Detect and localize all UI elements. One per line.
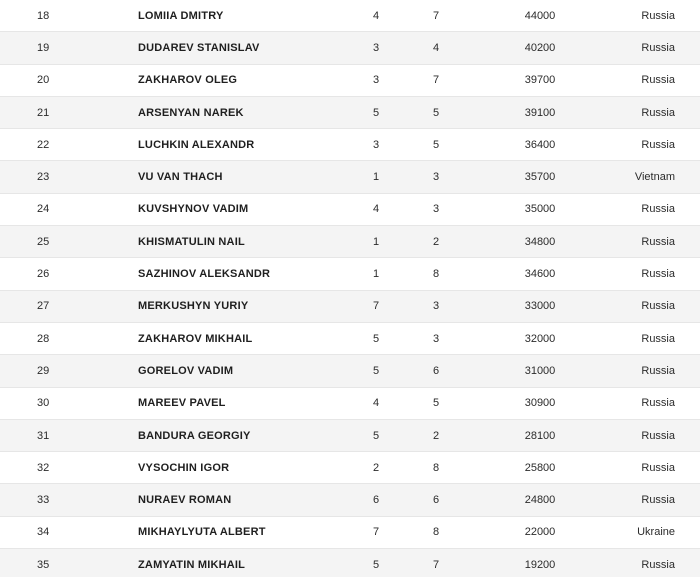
points-cell: 32000 (524, 332, 556, 345)
stat-a-cell: 5 (372, 558, 380, 571)
country-cell: Russia (641, 106, 675, 119)
points-cell: 25800 (524, 461, 556, 474)
table-row[interactable] (0, 65, 700, 97)
stat-a-cell: 5 (372, 429, 380, 442)
stat-b-cell: 2 (432, 235, 440, 248)
table-row[interactable] (0, 484, 700, 516)
player-name[interactable]: VYSOCHIN IGOR (138, 461, 230, 474)
stat-b-cell: 6 (432, 364, 440, 377)
stat-a-cell: 5 (372, 332, 380, 345)
rank-cell: 29 (37, 364, 50, 377)
stat-a-cell: 1 (372, 171, 380, 184)
stat-a-cell: 4 (372, 9, 380, 22)
table-row[interactable] (0, 549, 700, 577)
rank-cell: 24 (37, 203, 50, 216)
player-name[interactable]: MERKUSHYN YURIY (138, 300, 249, 313)
rank-cell: 26 (37, 268, 50, 281)
points-cell: 33000 (524, 300, 556, 313)
rank-cell: 20 (37, 74, 50, 87)
points-cell: 40200 (524, 41, 556, 54)
stat-a-cell: 2 (372, 461, 380, 474)
rank-cell: 34 (37, 526, 50, 539)
country-cell: Ukraine (637, 526, 675, 539)
stat-a-cell: 1 (372, 235, 380, 248)
country-cell: Russia (641, 397, 675, 410)
player-name[interactable]: ZAMYATIN MIKHAIL (138, 558, 246, 571)
table-row[interactable] (0, 517, 700, 549)
player-name[interactable]: ZAKHAROV MIKHAIL (138, 332, 253, 345)
country-cell: Russia (641, 461, 675, 474)
country-cell: Russia (641, 332, 675, 345)
points-cell: 39100 (524, 106, 556, 119)
rank-cell: 28 (37, 332, 50, 345)
rank-cell: 18 (37, 9, 50, 22)
country-cell: Russia (641, 9, 675, 22)
table-row[interactable] (0, 0, 700, 32)
player-name[interactable]: MIKHAYLYUTA ALBERT (138, 526, 266, 539)
stat-a-cell: 7 (372, 300, 380, 313)
stat-b-cell: 3 (432, 332, 440, 345)
country-cell: Vietnam (634, 171, 675, 184)
points-cell: 36400 (524, 138, 556, 151)
stat-b-cell: 8 (432, 461, 440, 474)
points-cell: 19200 (524, 558, 556, 571)
player-name[interactable]: ZAKHAROV OLEG (138, 74, 238, 87)
country-cell: Russia (641, 203, 675, 216)
stat-a-cell: 7 (372, 526, 380, 539)
stat-a-cell: 3 (372, 74, 380, 87)
points-cell: 24800 (524, 494, 556, 507)
table-row[interactable] (0, 32, 700, 64)
points-cell: 22000 (524, 526, 556, 539)
player-name[interactable]: GORELOV VADIM (138, 364, 234, 377)
rank-cell: 21 (37, 106, 50, 119)
player-name[interactable]: BANDURA GEORGIY (138, 429, 251, 442)
stat-b-cell: 7 (432, 558, 440, 571)
stat-a-cell: 4 (372, 397, 380, 410)
country-cell: Russia (641, 364, 675, 377)
player-name[interactable]: LUCHKIN ALEXANDR (138, 138, 255, 151)
country-cell: Russia (641, 558, 675, 571)
country-cell: Russia (641, 74, 675, 87)
table-row[interactable] (0, 420, 700, 452)
country-cell: Russia (641, 429, 675, 442)
points-cell: 31000 (524, 364, 556, 377)
stat-b-cell: 2 (432, 429, 440, 442)
player-name[interactable]: DUDAREV STANISLAV (138, 41, 260, 54)
player-name[interactable]: SAZHINOV ALEKSANDR (138, 268, 271, 281)
table-row[interactable] (0, 226, 700, 258)
stat-a-cell: 3 (372, 138, 380, 151)
country-cell: Russia (641, 268, 675, 281)
rank-cell: 30 (37, 397, 50, 410)
points-cell: 35700 (524, 171, 556, 184)
country-cell: Russia (641, 494, 675, 507)
table-row[interactable] (0, 97, 700, 129)
country-cell: Russia (641, 41, 675, 54)
country-cell: Russia (641, 235, 675, 248)
stat-b-cell: 3 (432, 203, 440, 216)
table-row[interactable] (0, 194, 700, 226)
stat-a-cell: 4 (372, 203, 380, 216)
table-row[interactable] (0, 323, 700, 355)
points-cell: 30900 (524, 397, 556, 410)
rank-cell: 32 (37, 461, 50, 474)
stat-b-cell: 6 (432, 494, 440, 507)
points-cell: 44000 (524, 9, 556, 22)
table-row[interactable] (0, 129, 700, 161)
points-cell: 34800 (524, 235, 556, 248)
player-name[interactable]: ARSENYAN NAREK (138, 106, 244, 119)
table-row[interactable] (0, 258, 700, 290)
rank-cell: 27 (37, 300, 50, 313)
stat-b-cell: 4 (432, 41, 440, 54)
player-name[interactable]: LOMIIA DMITRY (138, 9, 224, 22)
table-row[interactable] (0, 388, 700, 420)
country-cell: Russia (641, 300, 675, 313)
player-name[interactable]: MAREEV PAVEL (138, 397, 226, 410)
stat-a-cell: 5 (372, 106, 380, 119)
player-name[interactable]: VU VAN THACH (138, 171, 223, 184)
rank-cell: 35 (37, 558, 50, 571)
points-cell: 39700 (524, 74, 556, 87)
stat-a-cell: 5 (372, 364, 380, 377)
player-name[interactable]: KUVSHYNOV VADIM (138, 203, 249, 216)
player-name[interactable]: KHISMATULIN NAIL (138, 235, 245, 248)
stat-b-cell: 3 (432, 171, 440, 184)
stat-b-cell: 8 (432, 268, 440, 281)
rank-cell: 25 (37, 235, 50, 248)
rank-cell: 19 (37, 41, 50, 54)
stat-b-cell: 5 (432, 397, 440, 410)
table-row[interactable] (0, 291, 700, 323)
points-cell: 34600 (524, 268, 556, 281)
stat-b-cell: 5 (432, 138, 440, 151)
table-row[interactable] (0, 452, 700, 484)
country-cell: Russia (641, 138, 675, 151)
stat-b-cell: 7 (432, 74, 440, 87)
stat-b-cell: 3 (432, 300, 440, 313)
table-row[interactable] (0, 355, 700, 387)
points-cell: 35000 (524, 203, 556, 216)
rank-cell: 31 (37, 429, 50, 442)
stat-b-cell: 8 (432, 526, 440, 539)
points-cell: 28100 (524, 429, 556, 442)
rank-cell: 23 (37, 171, 50, 184)
player-name[interactable]: NURAEV ROMAN (138, 494, 232, 507)
stat-b-cell: 5 (432, 106, 440, 119)
rank-cell: 33 (37, 494, 50, 507)
stat-b-cell: 7 (432, 9, 440, 22)
stat-a-cell: 6 (372, 494, 380, 507)
stat-a-cell: 3 (372, 41, 380, 54)
rank-cell: 22 (37, 138, 50, 151)
stat-a-cell: 1 (372, 268, 380, 281)
table-row[interactable] (0, 161, 700, 193)
